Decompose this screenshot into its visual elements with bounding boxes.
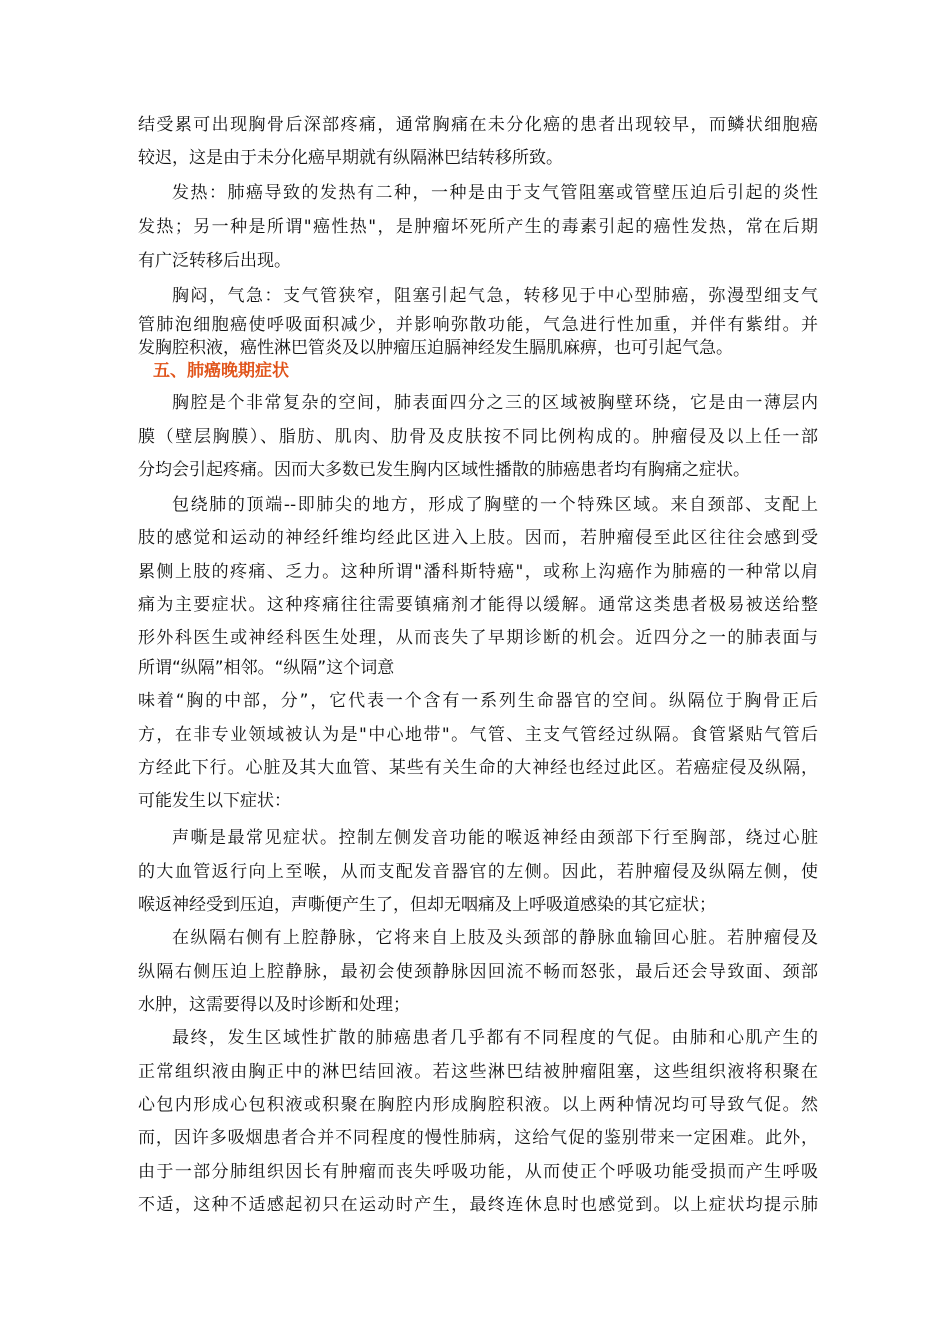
text-line: 膜（壁层胸膜）、脂肪、肌肉、肋骨及皮肤按不同比例构成的。肿瘤侵及以上任一部 <box>138 427 818 447</box>
text-line: 可能发生以下症状： <box>138 791 291 811</box>
text-line: 喉返神经受到压迫，声嘶便产生了，但却无咽痛及上呼吸道感染的其它症状； <box>138 895 716 915</box>
text-line: 纵隔右侧压迫上腔静脉，最初会使颈静脉因回流不畅而怒张，最后还会导致面、颈部 <box>138 962 818 982</box>
text-line: 发热：肺癌导致的发热有二种，一种是由于支气管阻塞或管壁压迫后引起的炎性 <box>172 183 818 203</box>
text-line: 分均会引起疼痛。因而大多数已发生胸内区域性播散的肺癌患者均有胸痛之症状。 <box>138 460 750 480</box>
text-line: 方经此下行。心脏及其大血管、某些有关生命的大神经也经过此区。若癌症侵及纵隔， <box>138 758 818 778</box>
text-line: 的大血管返行向上至喉，从而支配发音器官的左侧。因此，若肿瘤侵及纵隔左侧，使 <box>138 862 818 882</box>
text-line: 胸闷，气急：支气管狭窄，阻塞引起气急，转移见于中心型肺癌，弥漫型细支气 <box>172 286 818 306</box>
text-line: 发胸腔积液，癌性淋巴管炎及以肿瘤压迫膈神经发生膈肌麻痹，也可引起气急。 <box>138 338 733 358</box>
text-line: 水肿，这需要得以及时诊断和处理； <box>138 995 410 1015</box>
text-line: 心包内形成心包积液或积聚在胸腔内形成胸腔积液。以上两种情况均可导致气促。然 <box>138 1095 818 1115</box>
text-line: 痛为主要症状。这种疼痛往往需要镇痛剂才能得以缓解。通常这类患者极易被送给整 <box>138 595 818 615</box>
text-line: 方，在非专业领域被认为是"中心地带"。气管、主支气管经过纵隔。食管紧贴气管后 <box>138 725 818 745</box>
text-line: 胸腔是个非常复杂的空间，肺表面四分之三的区域被胸壁环绕，它是由一薄层内 <box>172 393 818 413</box>
text-line: 结受累可出现胸骨后深部疼痛，通常胸痛在未分化癌的患者出现较早，而鳞状细胞癌 <box>138 115 818 135</box>
text-line: 而，因许多吸烟患者合并不同程度的慢性肺病，这给气促的鉴别带来一定困难。此外， <box>138 1128 818 1148</box>
text-line: 不适，这种不适感起初只在运动时产生，最终连休息时也感觉到。以上症状均提示肺 <box>138 1195 818 1215</box>
text-line: 在纵隔右侧有上腔静脉，它将来自上肢及头颈部的静脉血输回心脏。若肿瘤侵及 <box>172 928 818 948</box>
text-line: 发热；另一种是所谓"癌性热"，是肿瘤坏死所产生的毒素引起的癌性发热，常在后期 <box>138 217 818 237</box>
text-line: 形外科医生或神经科医生处理，从而丧失了早期诊断的机会。近四分之一的肺表面与 <box>138 628 818 648</box>
text-line: 有广泛转移后出现。 <box>138 251 291 271</box>
text-line: 声嘶是最常见症状。控制左侧发音功能的喉返神经由颈部下行至胸部，绕过心脏 <box>172 828 818 848</box>
text-line: 较迟，这是由于未分化癌早期就有纵隔淋巴结转移所致。 <box>138 148 563 168</box>
text-line: 味着“胸的中部，分”，它代表一个含有一系列生命器官的空间。纵隔位于胸骨正后 <box>138 691 818 711</box>
text-line: 最终，发生区域性扩散的肺癌患者几乎都有不同程度的气促。由肺和心肌产生的 <box>172 1028 818 1048</box>
text-line: 正常组织液由胸正中的淋巴结回液。若这些淋巴结被肿瘤阻塞，这些组织液将积聚在 <box>138 1062 818 1082</box>
text-line: 管肺泡细胞癌使呼吸面积减少，并影响弥散功能，气急进行性加重，并伴有紫绀。并 <box>138 315 818 335</box>
text-line: 所谓“纵隔”相邻。“纵隔”这个词意 <box>138 658 395 678</box>
text-line: 包绕肺的顶端--即肺尖的地方，形成了胸壁的一个特殊区域。来自颈部、支配上 <box>172 495 818 515</box>
text-line: 由于一部分肺组织因长有肿瘤而丧失呼吸功能，从而使正个呼吸功能受损而产生呼吸 <box>138 1162 818 1182</box>
text-line: 肢的感觉和运动的神经纤维均经此区进入上肢。因而，若肿瘤侵至此区往往会感到受 <box>138 528 818 548</box>
text-line: 累侧上肢的疼痛、乏力。这种所谓"潘科斯特癌"，或称上沟癌作为肺癌的一种常以肩 <box>138 562 818 582</box>
section-heading: 五、肺癌晚期症状 <box>153 361 289 381</box>
